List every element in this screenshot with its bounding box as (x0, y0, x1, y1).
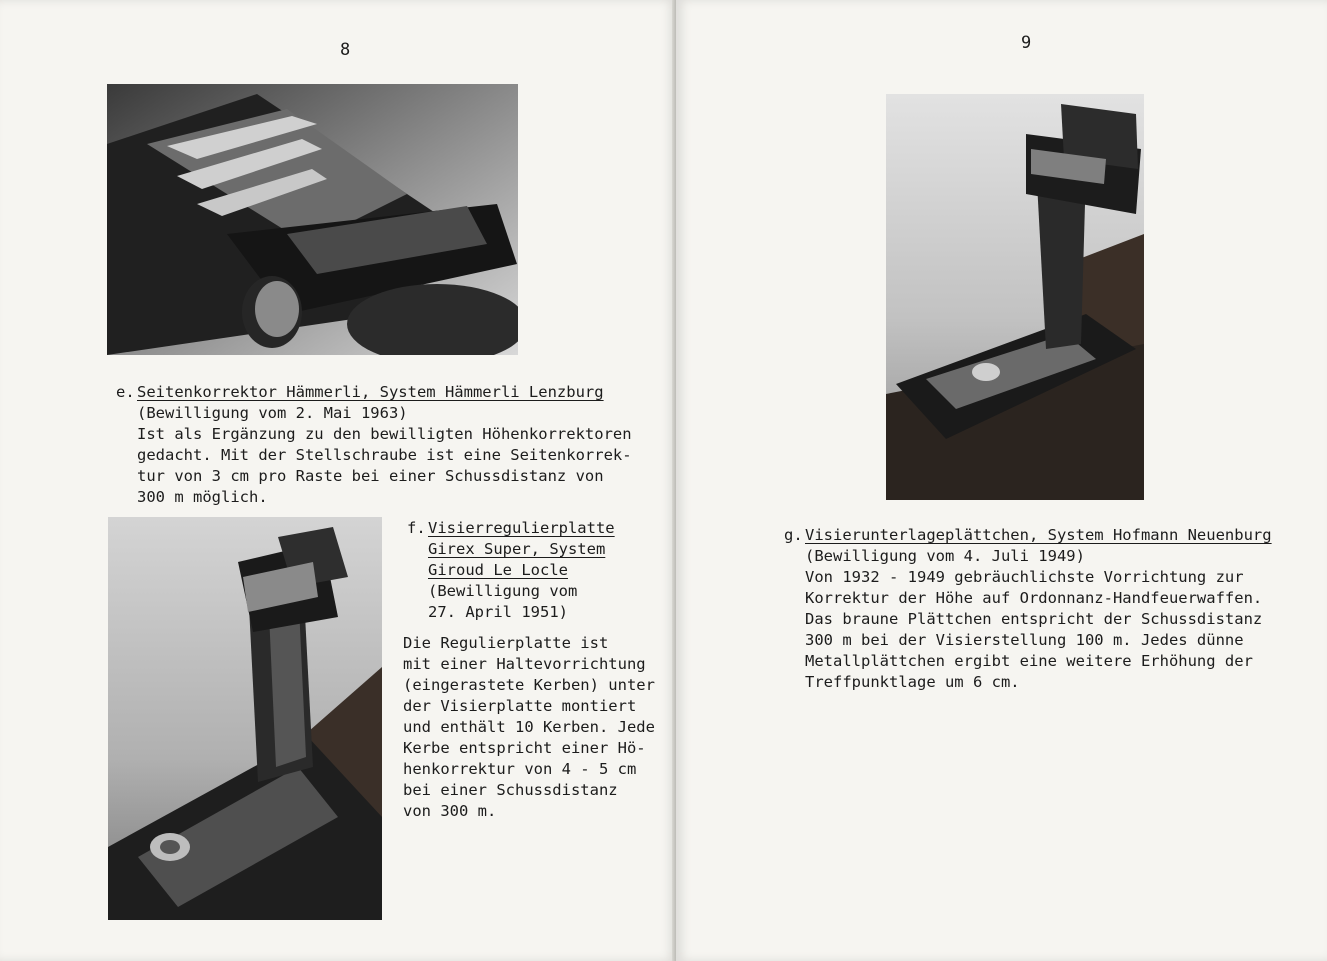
page-number: 9 (1021, 33, 1032, 53)
body-line: der Visierplatte montiert (403, 697, 637, 715)
body-line: Korrektur der Höhe auf Ordonnanz-Handfeuerwaffen. (805, 589, 1263, 607)
body-line: Treffpunktlage um 6 cm. (805, 673, 1020, 691)
approval-note: (Bewilligung vom 2. Mai 1963) (137, 404, 408, 422)
section-heading-line: Girex Super, System (428, 540, 606, 558)
section-heading: Visierunterlageplättchen, System Hofmann Neuenburg (805, 526, 1272, 544)
approval-note: (Bewilligung vom 4. Juli 1949) (805, 547, 1085, 565)
body-line: Kerbe entspricht einer Hö- (403, 739, 646, 757)
section-e (116, 382, 632, 508)
body-line: mit einer Haltevorrichtung (403, 655, 646, 673)
section-f-body (403, 633, 655, 822)
right-page (676, 0, 1327, 961)
photo-regulating-plate (108, 517, 382, 920)
photo-sight-underlay-plate (886, 94, 1144, 500)
page-number: 8 (340, 40, 351, 60)
body-line: tur von 3 cm pro Raste bei einer Schussdistanz von (137, 467, 604, 485)
section-f (407, 518, 615, 623)
section-letter: g. (784, 526, 803, 544)
section-g (784, 525, 1272, 693)
body-line: 300 m bei der Visierstellung 100 m. Jedes dünne (805, 631, 1244, 649)
photo-side-corrector (107, 84, 518, 355)
body-line: und enthält 10 Kerben. Jede (403, 718, 655, 736)
body-line: henkorrektur von 4 - 5 cm (403, 760, 637, 778)
section-letter: f. (407, 519, 426, 537)
body-line: von 300 m. (403, 802, 497, 820)
body-line: 300 m möglich. (137, 488, 268, 506)
body-line: Von 1932 - 1949 gebräuchlichste Vorrichtung zur (805, 568, 1244, 586)
approval-note: (Bewilligung vom (428, 582, 578, 600)
section-heading-line: Visierregulierplatte (428, 519, 615, 537)
body-line: bei einer Schussdistanz (403, 781, 618, 799)
body-line: Ist als Ergänzung zu den bewilligten Höhenkorrektoren (137, 425, 632, 443)
approval-note: 27. April 1951) (428, 603, 568, 621)
body-line: Die Regulierplatte ist (403, 634, 609, 652)
body-line: (eingerastete Kerben) unter (403, 676, 655, 694)
section-heading: Seitenkorrektor Hämmerli, System Hämmerli Lenzburg (137, 383, 604, 401)
body-line: Metallplättchen ergibt eine weitere Erhöhung der (805, 652, 1253, 670)
section-letter: e. (116, 383, 135, 401)
body-line: gedacht. Mit der Stellschraube ist eine Seitenkorrek- (137, 446, 632, 464)
section-heading-line: Giroud Le Locle (428, 561, 568, 579)
body-line: Das braune Plättchen entspricht der Schussdistanz (805, 610, 1263, 628)
